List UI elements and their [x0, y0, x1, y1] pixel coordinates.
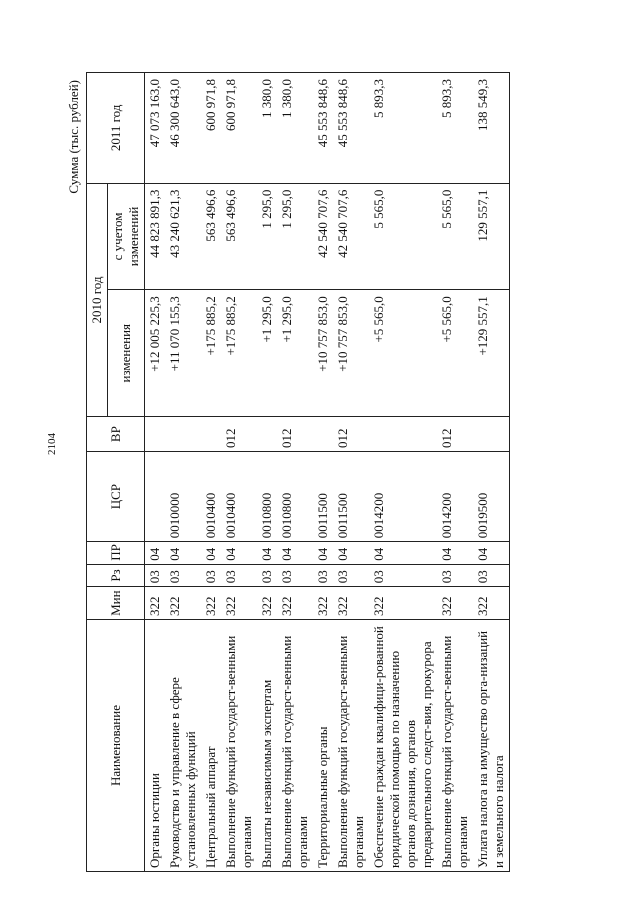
- year-2011-cell: 47 073 163,0: [145, 73, 166, 184]
- changes-cell: +10 757 853,0: [313, 290, 333, 417]
- name-cell: Выплаты независимым экспертам: [257, 620, 277, 872]
- name-cell: Органы юстиции: [145, 620, 166, 872]
- table-row: [277, 73, 313, 872]
- with-changes-cell: 1 295,0: [257, 183, 277, 290]
- year-2011-cell: 1 380,0: [277, 73, 313, 184]
- year-2011-cell: 45 553 848,6: [333, 73, 369, 184]
- csr-cell: 0010000: [165, 452, 201, 542]
- with-changes-cell: 129 557,1: [473, 183, 510, 290]
- csr-cell: 0010400: [201, 452, 221, 542]
- pr-cell: 04: [257, 542, 277, 565]
- min-cell: 322: [165, 587, 201, 620]
- name-cell: Уплата налога на имущество орга-низаций и земельного налога: [473, 620, 510, 872]
- table-row: [201, 73, 221, 872]
- table-row: [333, 73, 369, 872]
- with-changes-cell: 5 565,0: [437, 183, 473, 290]
- min-cell: 322: [473, 587, 510, 620]
- table-row: [369, 73, 437, 872]
- pr-cell: 04: [437, 542, 473, 565]
- name-cell: Выполнение функций государст-венными органами: [221, 620, 257, 872]
- rz-cell: 03: [277, 564, 313, 587]
- pr-cell: 04: [201, 542, 221, 565]
- with-changes-cell: 563 496,6: [201, 183, 221, 290]
- csr-cell: 0010800: [277, 452, 313, 542]
- with-changes-cell: 5 565,0: [369, 183, 437, 290]
- vr-cell: 012: [221, 417, 257, 452]
- with-changes-cell: 563 496,6: [221, 183, 257, 290]
- table-body: [145, 73, 510, 872]
- vr-cell: 012: [277, 417, 313, 452]
- csr-cell: [145, 452, 166, 542]
- changes-cell: +129 557,1: [473, 290, 510, 417]
- rz-cell: 03: [437, 564, 473, 587]
- header-changes: изменения: [108, 290, 145, 417]
- min-cell: 322: [145, 587, 166, 620]
- min-cell: 322: [257, 587, 277, 620]
- csr-cell: 0014200: [369, 452, 437, 542]
- with-changes-cell: 1 295,0: [277, 183, 313, 290]
- year-2011-cell: 5 893,3: [437, 73, 473, 184]
- rz-cell: 03: [145, 564, 166, 587]
- min-cell: 322: [437, 587, 473, 620]
- pr-cell: 04: [313, 542, 333, 565]
- changes-cell: +1 295,0: [277, 290, 313, 417]
- rz-cell: 03: [473, 564, 510, 587]
- changes-cell: +175 885,2: [201, 290, 221, 417]
- changes-cell: +10 757 853,0: [333, 290, 369, 417]
- units-caption: Сумма (тыс. рублей): [66, 80, 81, 194]
- table-row: [257, 73, 277, 872]
- table-row: [145, 73, 166, 872]
- with-changes-cell: 43 240 621,3: [165, 183, 201, 290]
- with-changes-cell: 44 823 891,3: [145, 183, 166, 290]
- year-2011-cell: 45 553 848,6: [313, 73, 333, 184]
- changes-cell: +5 565,0: [369, 290, 437, 417]
- header-csr: ЦСР: [87, 452, 145, 542]
- table-row: [473, 73, 510, 872]
- csr-cell: 0011500: [313, 452, 333, 542]
- year-2011-cell: 46 300 643,0: [165, 73, 201, 184]
- name-cell: Выполнение функций государст-венными органами: [437, 620, 473, 872]
- changes-cell: +12 005 225,3: [145, 290, 166, 417]
- year-2011-cell: 600 971,8: [221, 73, 257, 184]
- min-cell: 322: [277, 587, 313, 620]
- budget-table: [86, 72, 510, 872]
- pr-cell: 04: [333, 542, 369, 565]
- header-with-changes: с учетом изменений: [108, 183, 145, 290]
- vr-cell: [145, 417, 166, 452]
- vr-cell: [165, 417, 201, 452]
- csr-cell: 0014200: [437, 452, 473, 542]
- name-cell: Центральный аппарат: [201, 620, 221, 872]
- csr-cell: 0010400: [221, 452, 257, 542]
- pr-cell: 04: [145, 542, 166, 565]
- year-2011-cell: 138 549,3: [473, 73, 510, 184]
- vr-cell: [473, 417, 510, 452]
- table-header: [87, 73, 145, 872]
- rz-cell: 03: [257, 564, 277, 587]
- min-cell: 322: [221, 587, 257, 620]
- year-2011-cell: 600 971,8: [201, 73, 221, 184]
- header-name: Наименование: [87, 620, 145, 872]
- rz-cell: 03: [165, 564, 201, 587]
- vr-cell: [257, 417, 277, 452]
- vr-cell: 012: [333, 417, 369, 452]
- changes-cell: +5 565,0: [437, 290, 473, 417]
- name-cell: Руководство и управление в сфере установленных функций: [165, 620, 201, 872]
- csr-cell: 0019500: [473, 452, 510, 542]
- header-year-2011: 2011 год: [87, 73, 145, 184]
- pr-cell: 04: [221, 542, 257, 565]
- header-vr: ВР: [87, 417, 145, 452]
- rz-cell: 03: [369, 564, 437, 587]
- year-2011-cell: 5 893,3: [369, 73, 437, 184]
- csr-cell: 0010800: [257, 452, 277, 542]
- table-row: [313, 73, 333, 872]
- name-cell: Выполнение функций государст-венными органами: [277, 620, 313, 872]
- page-number: 2104: [46, 433, 58, 455]
- rotated-page: [60, 72, 600, 872]
- name-cell: Обеспечение граждан квалифици-рованной юридической помощью по назначению органов дознания, органов предварительного следст-вия, прокурора: [369, 620, 437, 872]
- rz-cell: 03: [333, 564, 369, 587]
- rz-cell: 03: [313, 564, 333, 587]
- csr-cell: 0011500: [333, 452, 369, 542]
- name-cell: Выполнение функций государст-венными органами: [333, 620, 369, 872]
- table-row: [221, 73, 257, 872]
- header-rz: Рз: [87, 564, 145, 587]
- vr-cell: [369, 417, 437, 452]
- vr-cell: [313, 417, 333, 452]
- table-row: [165, 73, 201, 872]
- changes-cell: +1 295,0: [257, 290, 277, 417]
- year-2011-cell: 1 380,0: [257, 73, 277, 184]
- pr-cell: 04: [473, 542, 510, 565]
- changes-cell: +11 070 155,3: [165, 290, 201, 417]
- table-row: [437, 73, 473, 872]
- header-min: Мин: [87, 587, 145, 620]
- pr-cell: 04: [277, 542, 313, 565]
- with-changes-cell: 42 540 707,6: [313, 183, 333, 290]
- rz-cell: 03: [201, 564, 221, 587]
- min-cell: 322: [369, 587, 437, 620]
- pr-cell: 04: [369, 542, 437, 565]
- min-cell: 322: [313, 587, 333, 620]
- min-cell: 322: [201, 587, 221, 620]
- with-changes-cell: 42 540 707,6: [333, 183, 369, 290]
- header-year-2010: 2010 год: [87, 183, 108, 417]
- changes-cell: +175 885,2: [221, 290, 257, 417]
- name-cell: Территориальные органы: [313, 620, 333, 872]
- rz-cell: 03: [221, 564, 257, 587]
- header-pr: ПР: [87, 542, 145, 565]
- vr-cell: 012: [437, 417, 473, 452]
- vr-cell: [201, 417, 221, 452]
- min-cell: 322: [333, 587, 369, 620]
- pr-cell: 04: [165, 542, 201, 565]
